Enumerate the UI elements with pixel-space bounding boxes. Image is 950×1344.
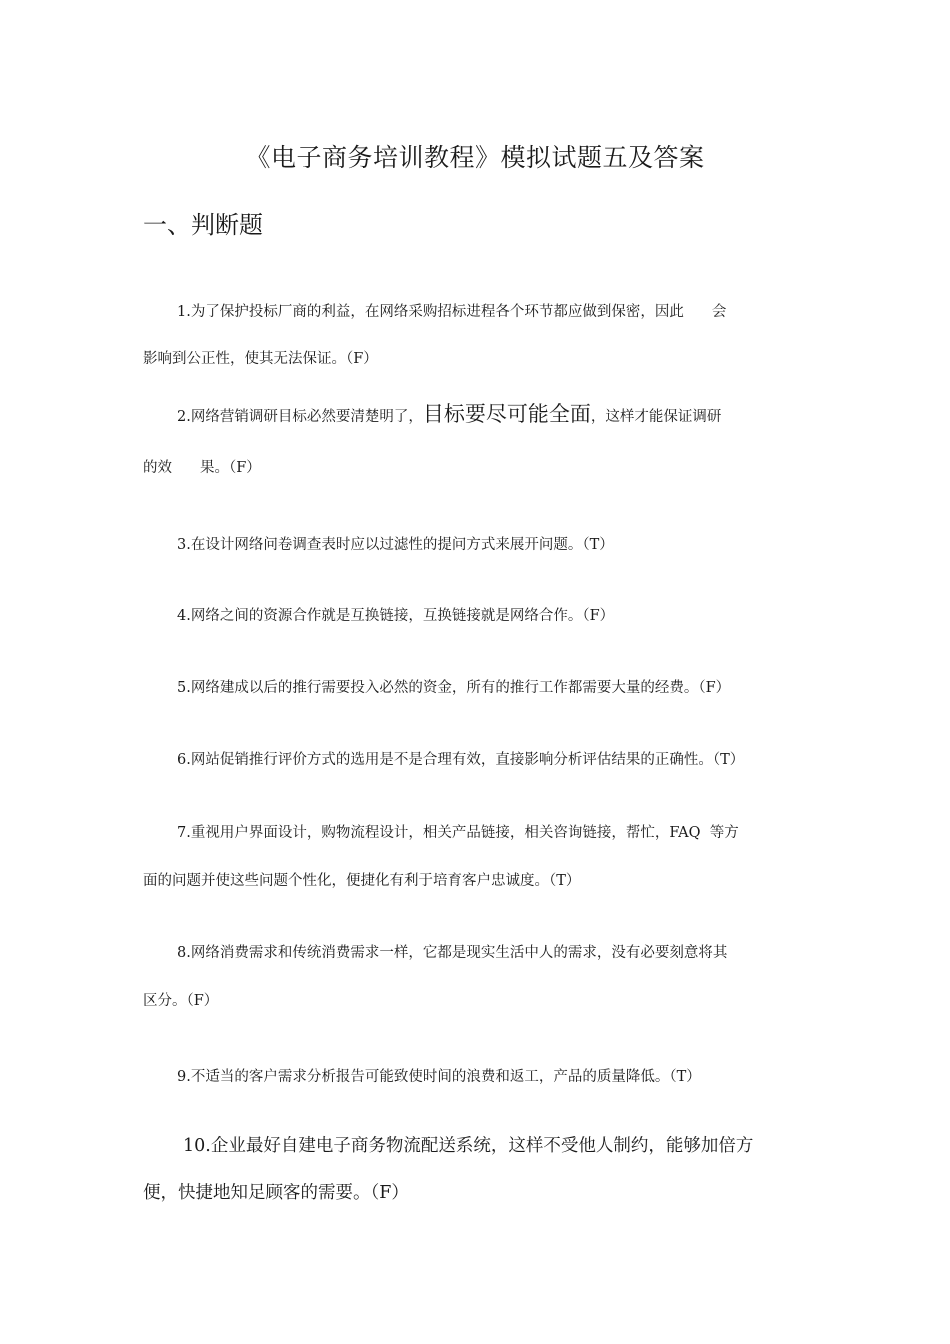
question-4 bbox=[143, 609, 808, 624]
question-text-line2a: 的效 bbox=[143, 460, 172, 477]
question-5 bbox=[143, 681, 808, 696]
question-text: 4.网络之间的资源合作就是互换链接，互换链接就是网络合作。（F） bbox=[177, 608, 615, 624]
question-10 bbox=[143, 1138, 808, 1202]
emphasis-text: 目标要尽可能全面 bbox=[422, 402, 591, 426]
question-text: 5.网络建成以后的推行需要投入必然的资金，所有的推行工作都需要大量的经费。（F） bbox=[177, 680, 731, 696]
question-text-tail: ，这样才能保证调研 bbox=[590, 409, 722, 425]
document-title: 《电子商务培训教程》模拟试题五及答案 bbox=[245, 143, 705, 172]
question-text-line2: 面的问题并使这些问题个性化，便捷化有利于培育客户忠诚度。（T） bbox=[143, 872, 581, 889]
question-2 bbox=[143, 402, 808, 476]
question-text-line2: 便，快捷地知足顾客的需要。（F） bbox=[143, 1182, 409, 1203]
question-text: 9.不适当的客户需求分析报告可能致使时间的浪费和返工，产品的质量降低。（T） bbox=[177, 1069, 701, 1085]
question-9 bbox=[143, 1070, 808, 1085]
question-text: 8.网络消费需求和传统消费需求一样，它都是现实生活中人的需求，没有必要刻意将其 bbox=[177, 945, 728, 961]
section-heading: 一、判断题 bbox=[143, 211, 263, 239]
question-text: 3.在设计网络问卷调查表时应以过滤性的提问方式来展开问题。（T） bbox=[177, 537, 614, 553]
question-text-line2b: 果。（F） bbox=[200, 460, 261, 477]
question-7 bbox=[143, 826, 808, 888]
question-text: 2.网络营销调研目标必然要清楚明了， bbox=[177, 409, 423, 425]
question-8 bbox=[143, 946, 808, 1008]
question-text: 10.企业最好自建电子商务物流配送系统，这样不受他人制约，能够加倍方 bbox=[183, 1136, 754, 1156]
question-text: 1.为了保护投标厂商的利益，在网络采购招标进程各个环节都应做到保密，因此 bbox=[177, 304, 684, 320]
question-6 bbox=[143, 753, 808, 768]
question-3 bbox=[143, 538, 808, 553]
question-text: 6.网站促销推行评价方式的选用是不是合理有效，直接影响分析评估结果的正确性。（T） bbox=[177, 752, 745, 768]
question-text-line2: 影响到公正性，使其无法保证。（F） bbox=[143, 350, 378, 367]
question-text-tail: 会 bbox=[711, 304, 727, 320]
question-1 bbox=[143, 305, 808, 366]
question-text: 7.重视用户界面设计，购物流程设计，相关产品链接，相关咨询链接，帮忙，FAQ 等方 bbox=[177, 825, 739, 841]
question-text-line2: 区分。（F） bbox=[143, 992, 219, 1009]
